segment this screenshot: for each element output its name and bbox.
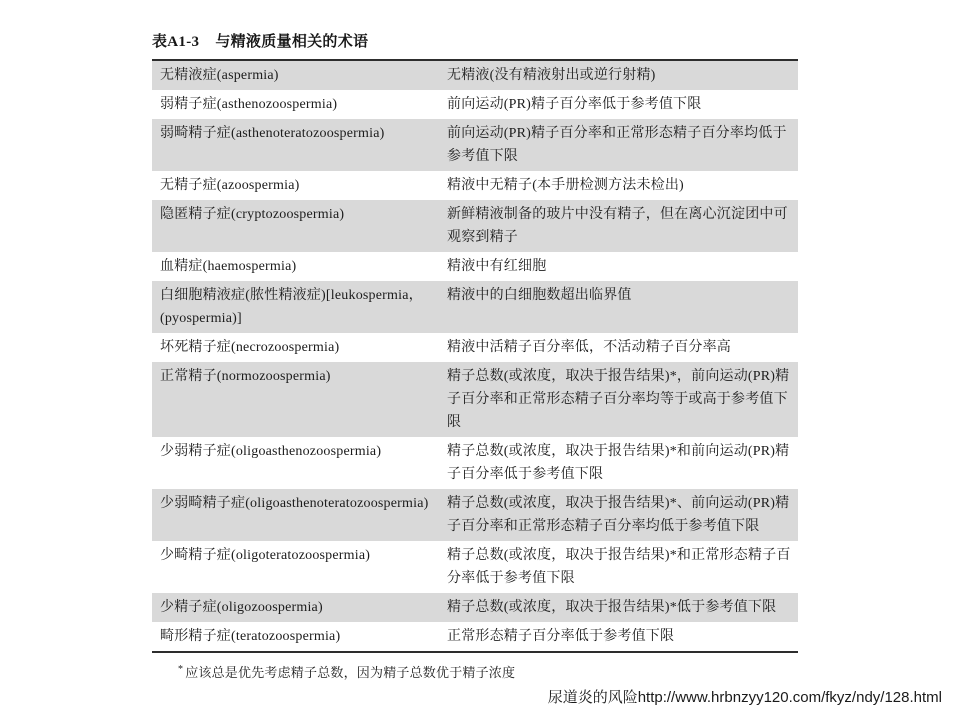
term-cell: 弱精子症(asthenozoospermia) <box>160 97 338 112</box>
table-row <box>152 541 798 593</box>
definition-cell: 正常形态精子百分率低于参考值下限 <box>447 629 675 644</box>
table-row <box>152 90 798 119</box>
table-footnote <box>152 662 798 681</box>
definition-cell: 精液中的白细胞数超出临界值 <box>447 288 632 303</box>
definition-cell: 精子总数(或浓度，取决于报告结果)*、前向运动(PR)精子百分率和正常形态精子百分率均低于参考值下限 <box>447 496 790 534</box>
table-row <box>152 171 798 200</box>
term-cell: 少畸精子症(oligoteratozoospermia) <box>160 548 371 563</box>
definition-cell: 新鲜精液制备的玻片中没有精子，但在离心沉淀团中可观察到精子 <box>447 207 788 245</box>
table-title-text: 与精液质量相关的术语 <box>215 34 369 50</box>
term-cell: 畸形精子症(teratozoospermia) <box>160 629 341 644</box>
definition-cell: 精子总数(或浓度，取决于报告结果)*，前向运动(PR)精子百分率和正常形态精子百分率均等于或高于参考值下限 <box>447 369 790 430</box>
term-cell: 坏死精子症(necrozoospermia) <box>160 340 340 355</box>
definition-cell: 精液中无精子(本手册检测方法未检出) <box>447 178 684 193</box>
definition-cell: 精液中活精子百分率低，不活动精子百分率高 <box>447 340 731 355</box>
table-row <box>152 333 798 362</box>
table-row <box>152 362 798 437</box>
definition-cell: 精子总数(或浓度，取决于报告结果)*和正常形态精子百分率低于参考值下限 <box>447 548 791 586</box>
table-row <box>152 622 798 651</box>
term-cell: 无精子症(azoospermia) <box>160 178 300 193</box>
footnote-marker: * <box>178 663 184 675</box>
terminology-table <box>152 59 798 653</box>
table-row <box>152 61 798 90</box>
term-cell: 少精子症(oligozoospermia) <box>160 600 323 615</box>
table-row <box>152 119 798 171</box>
terminology-table-section <box>152 30 798 681</box>
term-cell: 正常精子(normozoospermia) <box>160 369 331 384</box>
definition-cell: 精子总数(或浓度，取决于报告结果)*低于参考值下限 <box>447 600 777 615</box>
table-row <box>152 200 798 252</box>
term-cell: 弱畸精子症(asthenoteratozoospermia) <box>160 126 385 141</box>
table-row <box>152 489 798 541</box>
footnote-text: 应该总是优先考虑精子总数，因为精子总数优于精子浓度 <box>185 665 516 680</box>
watermark-url-text: 尿道炎的风险http://www.hrbnzyy120.com/fkyz/ndy/128.html <box>547 689 942 706</box>
definition-cell: 无精液(没有精液射出或逆行射精) <box>447 68 656 83</box>
table-row <box>152 281 798 333</box>
definition-cell: 前向运动(PR)精子百分率和正常形态精子百分率均低于参考值下限 <box>447 126 787 164</box>
table-title <box>152 30 798 51</box>
term-cell: 白细胞精液症(脓性精液症)[leukospermia，(pyospermia)] <box>160 288 423 326</box>
term-cell: 隐匿精子症(cryptozoospermia) <box>160 207 345 222</box>
table-row <box>152 593 798 622</box>
term-cell: 少弱畸精子症(oligoasthenoteratozoospermia) <box>160 496 429 511</box>
term-cell: 无精液症(aspermia) <box>160 68 279 83</box>
table-row <box>152 437 798 489</box>
term-cell: 少弱精子症(oligoasthenozoospermia) <box>160 444 382 459</box>
definition-cell: 精子总数(或浓度，取决于报告结果)*和前向运动(PR)精子百分率低于参考值下限 <box>447 444 790 482</box>
term-cell: 血精症(haemospermia) <box>160 259 297 274</box>
definition-cell: 前向运动(PR)精子百分率低于参考值下限 <box>447 97 702 112</box>
table-number-label: 表A1-3 <box>152 34 200 50</box>
table-row <box>152 252 798 281</box>
definition-cell: 精液中有红细胞 <box>447 259 547 274</box>
